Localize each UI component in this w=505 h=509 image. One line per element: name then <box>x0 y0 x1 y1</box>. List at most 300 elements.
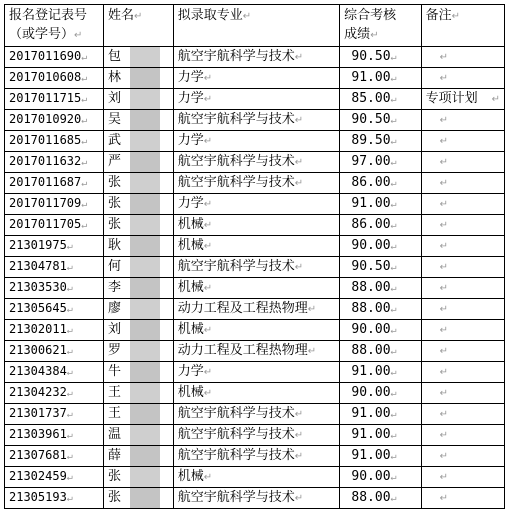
cell-score <box>340 341 421 362</box>
cell-score <box>340 110 421 131</box>
name-text: 林 <box>108 70 122 85</box>
id-text: 2017011687 <box>9 175 82 189</box>
cell-major <box>173 215 339 236</box>
cell-major <box>173 278 339 299</box>
major-text: 机械 <box>177 216 204 232</box>
major-text: 机械 <box>177 468 204 484</box>
score-text: 91.00 <box>351 405 391 421</box>
return-mark: ↵ <box>370 30 379 41</box>
cell-name <box>104 446 174 467</box>
major-text: 动力工程及工程热物理 <box>177 300 308 316</box>
table-row <box>5 383 505 404</box>
cell-note <box>421 131 504 152</box>
cell-id <box>5 383 104 404</box>
return-mark: ↵ <box>390 261 397 273</box>
major-text: 航空宇航科学与技术 <box>177 48 295 64</box>
redaction-block <box>130 320 160 340</box>
return-mark: ↵ <box>203 72 213 84</box>
score-text: 91.00 <box>351 363 391 379</box>
id-text: 21305193 <box>9 490 67 504</box>
cell-score <box>340 446 421 467</box>
return-mark: ↵ <box>439 282 448 294</box>
return-mark: ↵ <box>81 73 88 84</box>
cell-name <box>104 362 174 383</box>
id-text: 2017010920 <box>9 112 82 126</box>
cell-name <box>104 467 174 488</box>
score-text: 90.00 <box>351 468 391 484</box>
redaction-block <box>130 257 160 277</box>
admission-list-table <box>4 4 505 509</box>
return-mark: ↵ <box>66 472 73 483</box>
return-mark: ↵ <box>439 450 448 462</box>
major-text: 机械 <box>177 279 204 295</box>
cell-major <box>173 341 339 362</box>
major-text: 航空宇航科学与技术 <box>177 153 295 169</box>
name-text: 刘 <box>108 91 122 106</box>
cell-note <box>421 299 504 320</box>
major-text: 航空宇航科学与技术 <box>177 174 295 190</box>
return-mark: ↵ <box>66 451 73 462</box>
redaction-block <box>130 89 160 109</box>
return-mark: ↵ <box>81 199 88 210</box>
cell-id <box>5 152 104 173</box>
return-mark: ↵ <box>203 387 213 399</box>
header-id <box>5 5 104 47</box>
redaction-block <box>130 446 160 466</box>
return-mark: ↵ <box>81 136 88 147</box>
id-text: 21302011 <box>9 322 67 336</box>
name-text: 刘 <box>108 322 122 337</box>
return-mark: ↵ <box>203 471 213 483</box>
redaction-block <box>130 236 160 256</box>
return-mark: ↵ <box>81 52 88 63</box>
table-row <box>5 467 505 488</box>
cell-note <box>421 110 504 131</box>
cell-major <box>173 236 339 257</box>
cell-major <box>173 446 339 467</box>
return-mark: ↵ <box>81 178 88 189</box>
score-text: 91.00 <box>351 426 391 442</box>
cell-note <box>421 278 504 299</box>
major-text: 力学 <box>177 363 204 379</box>
name-text: 张 <box>108 490 122 505</box>
return-mark: ↵ <box>390 93 397 105</box>
cell-note <box>421 236 504 257</box>
major-text: 航空宇航科学与技术 <box>177 489 295 505</box>
name-text: 武 <box>108 133 122 148</box>
cell-id <box>5 446 104 467</box>
major-text: 航空宇航科学与技术 <box>177 447 295 463</box>
return-mark: ↵ <box>390 135 397 147</box>
cell-score <box>340 362 421 383</box>
return-mark: ↵ <box>66 388 73 399</box>
header-name <box>104 5 174 47</box>
id-text: 21301975 <box>9 238 67 252</box>
cell-major <box>173 68 339 89</box>
cell-name <box>104 68 174 89</box>
header-major <box>173 5 339 47</box>
return-mark: ↵ <box>307 303 317 315</box>
cell-note <box>421 362 504 383</box>
return-mark: ↵ <box>439 261 448 273</box>
return-mark: ↵ <box>451 11 460 22</box>
cell-note <box>421 215 504 236</box>
name-text: 廖 <box>108 301 122 316</box>
cell-id <box>5 362 104 383</box>
name-text: 包 <box>108 49 122 64</box>
return-mark: ↵ <box>439 240 448 252</box>
cell-score <box>340 152 421 173</box>
cell-id <box>5 47 104 68</box>
return-mark: ↵ <box>203 93 213 105</box>
cell-note <box>421 47 504 68</box>
return-mark: ↵ <box>439 408 448 420</box>
name-text: 罗 <box>108 343 122 358</box>
return-mark: ↵ <box>66 241 73 252</box>
return-mark: ↵ <box>390 303 397 315</box>
cell-name <box>104 173 174 194</box>
score-text: 90.50 <box>351 111 391 127</box>
return-mark: ↵ <box>439 429 448 441</box>
return-mark: ↵ <box>439 345 448 357</box>
return-mark: ↵ <box>134 11 143 22</box>
cell-major <box>173 362 339 383</box>
score-text: 86.00 <box>351 174 391 190</box>
score-text: 90.50 <box>351 48 391 64</box>
table-row <box>5 152 505 173</box>
score-text: 85.00 <box>351 90 391 106</box>
table-row <box>5 173 505 194</box>
redaction-block <box>130 362 160 382</box>
return-mark: ↵ <box>294 261 304 273</box>
name-text: 王 <box>108 406 122 421</box>
return-mark: ↵ <box>66 346 73 357</box>
id-text: 2017010608 <box>9 70 82 84</box>
name-text: 张 <box>108 217 122 232</box>
id-text: 21303530 <box>9 280 67 294</box>
major-text: 航空宇航科学与技术 <box>177 111 295 127</box>
cell-major <box>173 194 339 215</box>
major-text: 机械 <box>177 321 204 337</box>
name-text: 李 <box>108 280 122 295</box>
name-text: 严 <box>108 154 122 169</box>
name-text: 薛 <box>108 448 122 463</box>
return-mark: ↵ <box>307 345 317 357</box>
score-text: 88.00 <box>351 489 391 505</box>
cell-note <box>421 404 504 425</box>
cell-major <box>173 383 339 404</box>
cell-name <box>104 299 174 320</box>
cell-major <box>173 320 339 341</box>
cell-major <box>173 404 339 425</box>
score-text: 91.00 <box>351 69 391 85</box>
table-row <box>5 404 505 425</box>
table-row <box>5 257 505 278</box>
return-mark: ↵ <box>390 429 397 441</box>
table-row <box>5 299 505 320</box>
name-text: 温 <box>108 427 122 442</box>
return-mark: ↵ <box>203 282 213 294</box>
score-text: 90.00 <box>351 321 391 337</box>
return-mark: ↵ <box>66 325 73 336</box>
header-name-label: 姓名 <box>108 8 135 23</box>
cell-name <box>104 278 174 299</box>
id-text: 21305645 <box>9 301 67 315</box>
redaction-block <box>130 404 160 424</box>
cell-note <box>421 383 504 404</box>
cell-major <box>173 173 339 194</box>
id-text: 21301737 <box>9 406 67 420</box>
return-mark: ↵ <box>81 115 88 126</box>
return-mark: ↵ <box>294 429 304 441</box>
header-id-line2: （或学号） <box>9 27 75 42</box>
cell-note <box>421 467 504 488</box>
cell-score <box>340 236 421 257</box>
return-mark: ↵ <box>390 387 397 399</box>
cell-id <box>5 236 104 257</box>
return-mark: ↵ <box>203 366 213 378</box>
id-text: 21303961 <box>9 427 67 441</box>
cell-note <box>421 257 504 278</box>
return-mark: ↵ <box>294 408 304 420</box>
cell-name <box>104 404 174 425</box>
return-mark: ↵ <box>439 198 448 210</box>
return-mark: ↵ <box>390 282 397 294</box>
major-text: 力学 <box>177 132 204 148</box>
major-text: 航空宇航科学与技术 <box>177 405 295 421</box>
score-text: 91.00 <box>351 447 391 463</box>
cell-id <box>5 89 104 110</box>
cell-major <box>173 47 339 68</box>
cell-id <box>5 341 104 362</box>
cell-name <box>104 194 174 215</box>
return-mark: ↵ <box>390 366 397 378</box>
return-mark: ↵ <box>439 135 448 147</box>
return-mark: ↵ <box>203 240 213 252</box>
cell-id <box>5 131 104 152</box>
return-mark: ↵ <box>66 283 73 294</box>
return-mark: ↵ <box>390 156 397 168</box>
return-mark: ↵ <box>439 114 448 126</box>
name-text: 张 <box>108 196 122 211</box>
score-text: 88.00 <box>351 300 391 316</box>
return-mark: ↵ <box>439 387 448 399</box>
cell-name <box>104 425 174 446</box>
return-mark: ↵ <box>439 72 448 84</box>
header-score <box>340 5 421 47</box>
major-text: 机械 <box>177 237 204 253</box>
return-mark: ↵ <box>66 367 73 378</box>
name-text: 王 <box>108 385 122 400</box>
id-text: 21302459 <box>9 469 67 483</box>
redaction-block <box>130 278 160 298</box>
cell-score <box>340 194 421 215</box>
cell-major <box>173 110 339 131</box>
cell-score <box>340 215 421 236</box>
cell-name <box>104 131 174 152</box>
header-note <box>421 5 504 47</box>
cell-score <box>340 320 421 341</box>
return-mark: ↵ <box>294 177 304 189</box>
return-mark: ↵ <box>390 450 397 462</box>
return-mark: ↵ <box>491 93 500 105</box>
cell-note <box>421 152 504 173</box>
cell-name <box>104 152 174 173</box>
header-row <box>5 5 505 47</box>
redaction-block <box>130 131 160 151</box>
return-mark: ↵ <box>390 114 397 126</box>
cell-note <box>421 194 504 215</box>
return-mark: ↵ <box>294 114 304 126</box>
cell-note <box>421 341 504 362</box>
table-row <box>5 131 505 152</box>
cell-score <box>340 425 421 446</box>
score-text: 89.50 <box>351 132 391 148</box>
return-mark: ↵ <box>294 492 304 504</box>
return-mark: ↵ <box>390 471 397 483</box>
id-text: 2017011705 <box>9 217 82 231</box>
return-mark: ↵ <box>203 324 213 336</box>
cell-id <box>5 215 104 236</box>
return-mark: ↵ <box>439 177 448 189</box>
table-row <box>5 194 505 215</box>
major-text: 力学 <box>177 90 204 106</box>
cell-id <box>5 68 104 89</box>
cell-name <box>104 47 174 68</box>
table-row <box>5 425 505 446</box>
table-row <box>5 236 505 257</box>
cell-id <box>5 110 104 131</box>
redaction-block <box>130 341 160 361</box>
cell-id <box>5 404 104 425</box>
return-mark: ↵ <box>439 219 448 231</box>
cell-id <box>5 299 104 320</box>
return-mark: ↵ <box>390 219 397 231</box>
id-text: 21300621 <box>9 343 67 357</box>
return-mark: ↵ <box>439 492 448 504</box>
score-text: 88.00 <box>351 279 391 295</box>
return-mark: ↵ <box>66 409 73 420</box>
cell-id <box>5 425 104 446</box>
cell-major <box>173 467 339 488</box>
major-text: 航空宇航科学与技术 <box>177 258 295 274</box>
return-mark: ↵ <box>390 345 397 357</box>
score-text: 88.00 <box>351 342 391 358</box>
return-mark: ↵ <box>294 450 304 462</box>
id-text: 2017011632 <box>9 154 82 168</box>
table-row <box>5 68 505 89</box>
redaction-block <box>130 425 160 445</box>
return-mark: ↵ <box>390 324 397 336</box>
cell-id <box>5 278 104 299</box>
redaction-block <box>130 110 160 130</box>
id-text: 21304384 <box>9 364 67 378</box>
score-text: 86.00 <box>351 216 391 232</box>
return-mark: ↵ <box>390 72 397 84</box>
cell-note <box>421 425 504 446</box>
redaction-block <box>130 467 160 487</box>
cell-id <box>5 257 104 278</box>
redaction-block <box>130 488 160 508</box>
cell-note <box>421 89 504 110</box>
cell-score <box>340 47 421 68</box>
cell-id <box>5 467 104 488</box>
return-mark: ↵ <box>66 493 73 504</box>
name-text: 张 <box>108 469 122 484</box>
id-text: 21304781 <box>9 259 67 273</box>
cell-major <box>173 299 339 320</box>
name-text: 张 <box>108 175 122 190</box>
cell-id <box>5 320 104 341</box>
table-row <box>5 320 505 341</box>
cell-name <box>104 257 174 278</box>
cell-id <box>5 194 104 215</box>
table-row <box>5 215 505 236</box>
major-text: 机械 <box>177 384 204 400</box>
cell-note <box>421 446 504 467</box>
return-mark: ↵ <box>203 198 213 210</box>
id-text: 2017011715 <box>9 91 82 105</box>
redaction-block <box>130 152 160 172</box>
redaction-block <box>130 299 160 319</box>
return-mark: ↵ <box>390 240 397 252</box>
major-text: 力学 <box>177 195 204 211</box>
header-score-line2: 成绩 <box>344 27 371 42</box>
header-id-line1: 报名登记表号 <box>9 8 88 23</box>
return-mark: ↵ <box>203 135 213 147</box>
score-text: 90.00 <box>351 237 391 253</box>
cell-name <box>104 215 174 236</box>
return-mark: ↵ <box>66 304 73 315</box>
table-body <box>5 47 505 509</box>
return-mark: ↵ <box>81 157 88 168</box>
name-text: 耿 <box>108 238 122 253</box>
id-text: 2017011685 <box>9 133 82 147</box>
header-major-label: 拟录取专业 <box>177 8 243 23</box>
return-mark: ↵ <box>66 262 73 273</box>
return-mark: ↵ <box>203 219 213 231</box>
cell-name <box>104 89 174 110</box>
score-text: 97.00 <box>351 153 391 169</box>
return-mark: ↵ <box>439 303 448 315</box>
major-text: 力学 <box>177 69 204 85</box>
cell-note <box>421 68 504 89</box>
redaction-block <box>130 68 160 88</box>
id-text: 2017011709 <box>9 196 82 210</box>
score-text: 90.00 <box>351 384 391 400</box>
cell-major <box>173 131 339 152</box>
score-text: 90.50 <box>351 258 391 274</box>
cell-name <box>104 236 174 257</box>
name-text: 何 <box>108 259 122 274</box>
cell-major <box>173 152 339 173</box>
table-row <box>5 446 505 467</box>
return-mark: ↵ <box>439 324 448 336</box>
redaction-block <box>130 215 160 235</box>
return-mark: ↵ <box>81 220 88 231</box>
cell-score <box>340 278 421 299</box>
major-text: 动力工程及工程热物理 <box>177 342 308 358</box>
redaction-block <box>130 194 160 214</box>
return-mark: ↵ <box>390 198 397 210</box>
table-row <box>5 47 505 68</box>
cell-name <box>104 320 174 341</box>
table-row <box>5 278 505 299</box>
return-mark: ↵ <box>390 492 397 504</box>
return-mark: ↵ <box>390 408 397 420</box>
id-text: 2017011690 <box>9 49 82 63</box>
name-text: 吴 <box>108 112 122 127</box>
